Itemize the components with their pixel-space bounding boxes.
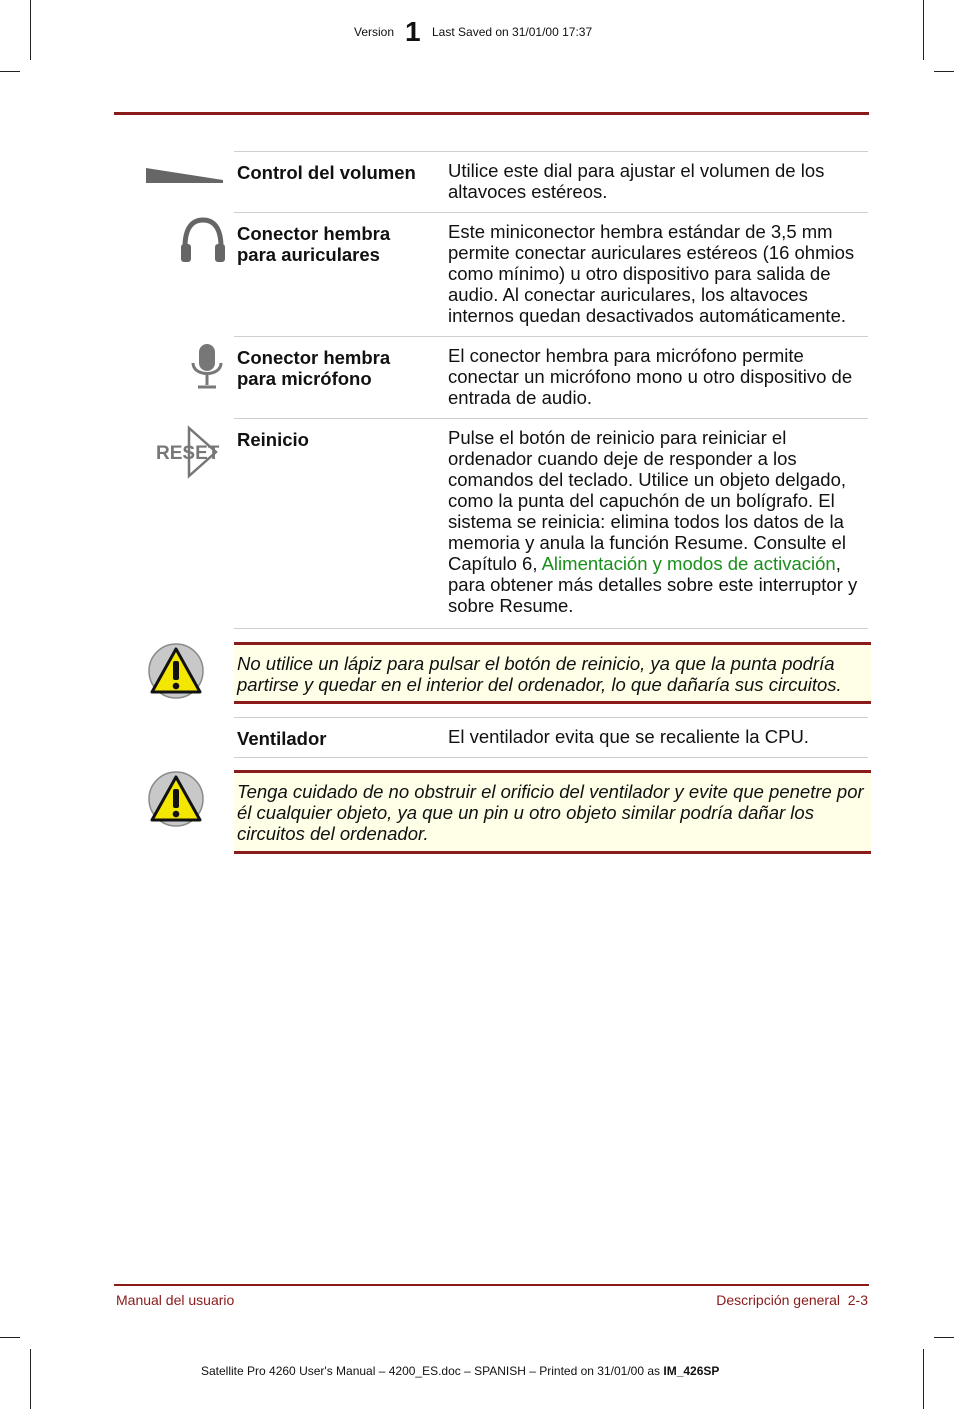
crop-mark — [30, 0, 31, 60]
desc-headphones: Este miniconector hembra estándar de 3,5 mm permite conectar auriculares estéreos (16 ohmios como mínimo) u otro dispositivo para salida de audio. Al conectar auriculares, los altavoces internos quedan desactivados automáticamente. — [448, 221, 855, 326]
chapter-link[interactable]: Alimentación y modos de activación — [541, 553, 836, 574]
crop-mark — [934, 71, 954, 72]
desc-reset-text-end: , para obtener más detalles sobre este interruptor y sobre Resume. — [448, 553, 858, 616]
crop-mark — [0, 71, 20, 72]
desc-microphone: El conector hembra para micrófono permite conectar un micrófono mono u otro dispositivo de entrada de audio. — [448, 345, 853, 408]
warning-note — [234, 770, 871, 854]
table-row — [234, 212, 868, 337]
warning-text: Tenga cuidado de no obstruir el orificio del ventilador y evite que penetre por él cualquier objeto, ya que un pin u otro objeto similar podría dañar los circuitos del ordenador. — [237, 781, 864, 844]
volume-slider-icon — [145, 164, 225, 186]
reset-icon — [155, 425, 225, 479]
row-divider — [234, 628, 868, 629]
crop-mark — [923, 0, 924, 60]
table-row — [234, 717, 868, 758]
version-label: Version — [354, 25, 395, 39]
reset-icon-label: RESET — [156, 443, 220, 464]
microphone-icon — [190, 343, 224, 391]
term-microphone: Conector hembra para micrófono — [237, 347, 391, 389]
table-row — [234, 418, 868, 629]
version-number: 1 — [405, 16, 421, 47]
footer-left: Manual del usuario — [116, 1292, 235, 1308]
warning-note — [234, 642, 871, 704]
print-line — [201, 1364, 719, 1378]
warning-icon — [145, 771, 207, 827]
footer-right: Descripción general 2-3 — [716, 1292, 868, 1308]
crop-mark — [0, 1337, 20, 1338]
table-row — [234, 151, 868, 213]
last-saved: Last Saved on 31/01/00 17:37 — [432, 25, 593, 39]
warning-text: No utilice un lápiz para pulsar el botón de reinicio, ya que la punta podría partirse y quedar en el interior del ordenador, lo que dañaría sus circuitos. — [237, 653, 842, 695]
term-volume: Control del volumen — [237, 162, 416, 183]
footer-rule — [114, 1284, 869, 1286]
warning-icon — [145, 643, 207, 699]
crop-mark — [934, 1337, 954, 1338]
desc-reset — [448, 427, 870, 616]
crop-mark — [30, 1349, 31, 1409]
desc-fan: El ventilador evita que se recaliente la CPU. — [448, 726, 809, 747]
desc-reset-text: Pulse el botón de reinicio para reiniciar el ordenador cuando deje de responder a los comandos del teclado. Utilice un objeto delgado, como la punta del capuchón de un bolígrafo. El sistema se reinicia: elimina todos los datos de la memoria y anula la función Resume. Consulte el Capítulo 6, — [448, 427, 847, 574]
row-divider — [234, 757, 868, 758]
desc-volume: Utilice este dial para ajustar el volumen de los altavoces estéreos. — [448, 160, 825, 202]
term-fan: Ventilador — [237, 728, 327, 749]
term-reset: Reinicio — [237, 429, 309, 450]
headphones-icon — [180, 217, 226, 265]
term-headphones: Conector hembra para auriculares — [237, 223, 391, 265]
print-line-text: Satellite Pro 4260 User's Manual – 4200_ES.doc – SPANISH – Printed on 31/01/00 as — [201, 1364, 664, 1378]
print-code: IM_426SP — [663, 1364, 720, 1378]
crop-mark — [923, 1349, 924, 1409]
header-rule — [114, 112, 869, 115]
table-row — [234, 336, 868, 419]
